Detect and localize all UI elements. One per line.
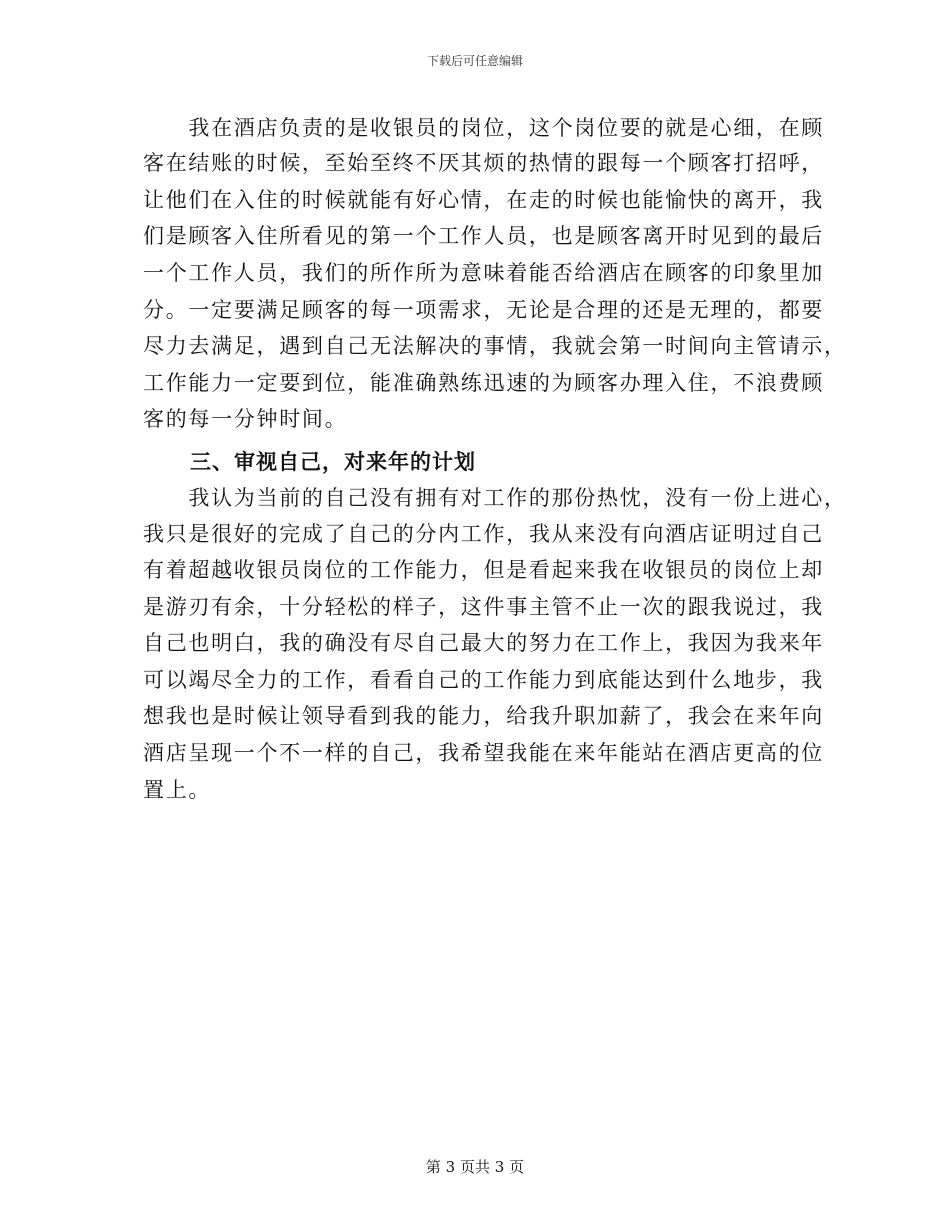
paragraph-line: 酒店呈现一个不一样的自己，我希望我能在来年能站在酒店更高的位: [143, 741, 824, 765]
paragraph-line: 可以竭尽全力的工作，看看自己的工作能力到底能达到什么地步，我: [143, 668, 824, 692]
section-heading: 三、审视自己，对来年的计划: [190, 449, 476, 474]
paragraph-line: 是游刃有余，十分轻松的样子，这件事主管不止一次的跟我说过，我: [143, 595, 824, 619]
paragraph-line: 自己也明白，我的确没有尽自己最大的努力在工作上，我因为我来年: [143, 631, 824, 655]
paragraph-line: 置上。: [143, 778, 212, 802]
paragraph-line: 让他们在入住的时候就能有好心情，在走的时候也能愉快的离开，我: [143, 188, 824, 212]
header-note: 下载后可任意编辑: [426, 54, 523, 68]
paragraph-line: 一个工作人员，我们的所作所为意味着能否给酒店在顾客的印象里加: [143, 261, 824, 285]
paragraph-line: 分。一定要满足顾客的每一项需求，无论是合理的还是无理的，都要: [143, 298, 824, 322]
paragraph-line: 工作能力一定要到位，能准确熟练迅速的为顾客办理入住，不浪费顾: [143, 371, 824, 395]
paragraph-line: 们是顾客入住所看见的第一个工作人员，也是顾客离开时见到的最后: [143, 224, 824, 248]
paragraph-line: 我认为当前的自己没有拥有对工作的那份热忱，没有一份上进心，: [143, 486, 847, 510]
paragraph-line: 我在酒店负责的是收银员的岗位，这个岗位要的就是心细，在顾: [143, 116, 824, 140]
page-indicator: 第 3 页共 3 页: [425, 1158, 525, 1176]
paragraph-line: 客的每一分钟时间。: [143, 407, 348, 431]
paragraph-line: 想我也是时候让领导看到我的能力，给我升职加薪了，我会在来年向: [143, 704, 824, 728]
paragraph-line: 尽力去满足，遇到自己无法解决的事情，我就会第一时间向主管请示，: [143, 334, 847, 358]
paragraph-line: 有着超越收银员岗位的工作能力，但是看起来我在收银员的岗位上却: [143, 558, 824, 582]
paragraph-line: 我只是很好的完成了自己的分内工作，我从来没有向酒店证明过自己: [143, 522, 824, 546]
paragraph-line: 客在结账的时候，至始至终不厌其烦的热情的跟每一个顾客打招呼，: [143, 151, 824, 175]
